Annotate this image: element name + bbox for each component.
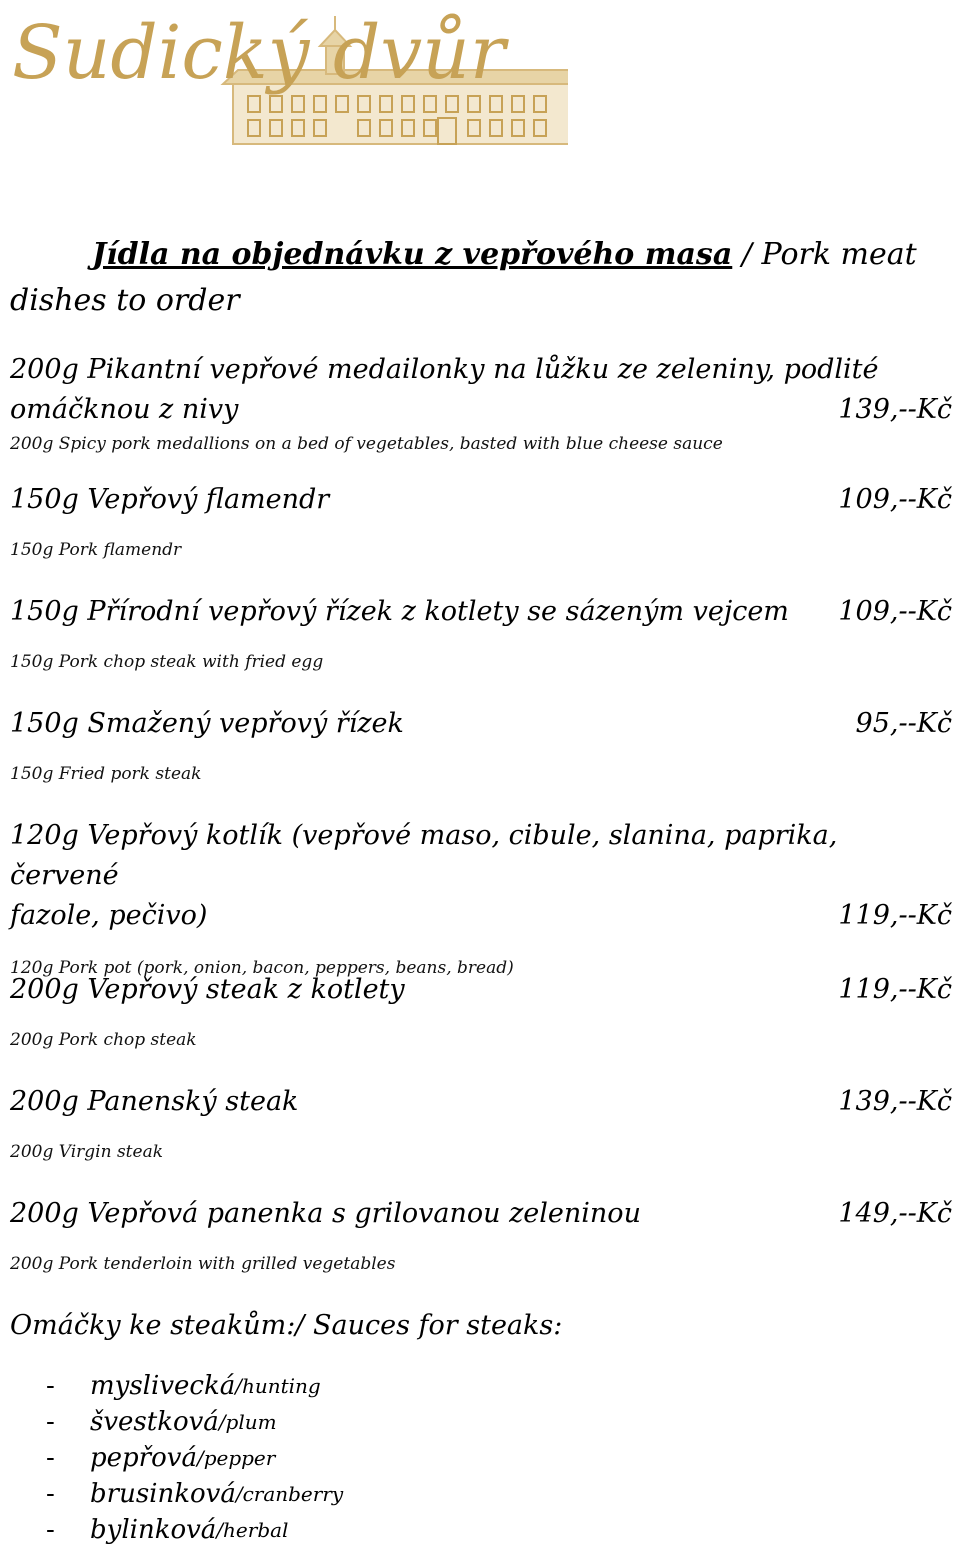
sauce-english: /herbal (216, 1518, 289, 1542)
list-item (46, 1404, 343, 1440)
item-english: 200g Pork chop steak (10, 1030, 197, 1050)
list-dash: - (46, 1443, 55, 1473)
item-name-line2: omáčknou z nivy (10, 394, 239, 425)
sauce-english: /hunting (235, 1374, 321, 1398)
item-name: 200g Vepřový steak z kotlety (10, 974, 405, 1005)
sauce-list (46, 1368, 343, 1548)
item-name: 200g Panenský steak (10, 1086, 299, 1117)
item-price: 119,--Kč (838, 974, 952, 1005)
list-dash: - (46, 1371, 55, 1401)
menu-item (10, 816, 952, 980)
list-item (46, 1512, 343, 1548)
sauce-english: /plum (218, 1410, 277, 1434)
sauce-czech: švestková (90, 1407, 219, 1437)
item-english: 200g Virgin steak (10, 1142, 163, 1162)
item-english: 150g Pork flamendr (10, 540, 182, 560)
menu-item (10, 970, 952, 1052)
item-english: 200g Pork tenderloin with grilled vegetables (10, 1254, 396, 1274)
title-english: Pork meat dishes to order (10, 237, 917, 318)
sauce-czech: brusinková (90, 1479, 236, 1509)
list-item (46, 1440, 343, 1476)
item-name: 150g Přírodní vepřový řízek z kotlety se sázeným vejcem (10, 596, 789, 627)
sauce-english: /pepper (196, 1446, 276, 1470)
menu-item (10, 1082, 952, 1164)
menu-item (10, 350, 952, 456)
menu-item (10, 592, 952, 674)
list-dash: - (46, 1407, 55, 1437)
sauces-heading: Omáčky ke steakům:/ Sauces for steaks: (10, 1310, 563, 1341)
item-price: 119,--Kč (838, 900, 952, 931)
logo-wordmark: Sudický dvůr (12, 10, 506, 96)
menu-item (10, 480, 952, 562)
item-price: 139,--Kč (838, 1086, 952, 1117)
item-english: 150g Fried pork steak (10, 764, 202, 784)
item-price: 139,--Kč (838, 394, 952, 425)
sauce-czech: bylinková (90, 1515, 217, 1545)
sauce-czech: pepřová (90, 1443, 197, 1473)
item-name: 150g Vepřový flamendr (10, 484, 330, 515)
item-name: 200g Vepřová panenka s grilovanou zeleninou (10, 1198, 641, 1229)
item-price: 95,--Kč (855, 708, 952, 739)
restaurant-logo (8, 4, 568, 154)
sauce-english: /cranberry (235, 1482, 344, 1506)
list-dash: - (46, 1515, 55, 1545)
title-separator: / (741, 237, 752, 272)
sauce-czech: myslivecká (90, 1371, 236, 1401)
item-price: 109,--Kč (838, 596, 952, 627)
item-name-line2: fazole, pečivo) (10, 900, 208, 931)
item-name-line1: 120g Vepřový kotlík (vepřové maso, cibule, slanina, paprika, červené (10, 820, 838, 891)
item-price: 149,--Kč (838, 1198, 952, 1229)
list-dash: - (46, 1479, 55, 1509)
item-name: 150g Smažený vepřový řízek (10, 708, 404, 739)
menu-item (10, 704, 952, 786)
title-czech: Jídla na objednávku z vepřového masa (92, 237, 733, 272)
menu-item (10, 1194, 952, 1276)
item-name-line1: 200g Pikantní vepřové medailonky na lůžku ze zeleniny, podlité (10, 354, 879, 385)
list-item (46, 1368, 343, 1404)
item-english: 120g Pork pot (pork, onion, bacon, peppers, beans, bread) (10, 958, 514, 978)
list-item (46, 1476, 343, 1512)
item-price: 109,--Kč (838, 484, 952, 515)
item-english: 150g Pork chop steak with fried egg (10, 652, 324, 672)
item-english: 200g Spicy pork medallions on a bed of vegetables, basted with blue cheese sauce (10, 434, 723, 454)
page-title (10, 232, 950, 324)
